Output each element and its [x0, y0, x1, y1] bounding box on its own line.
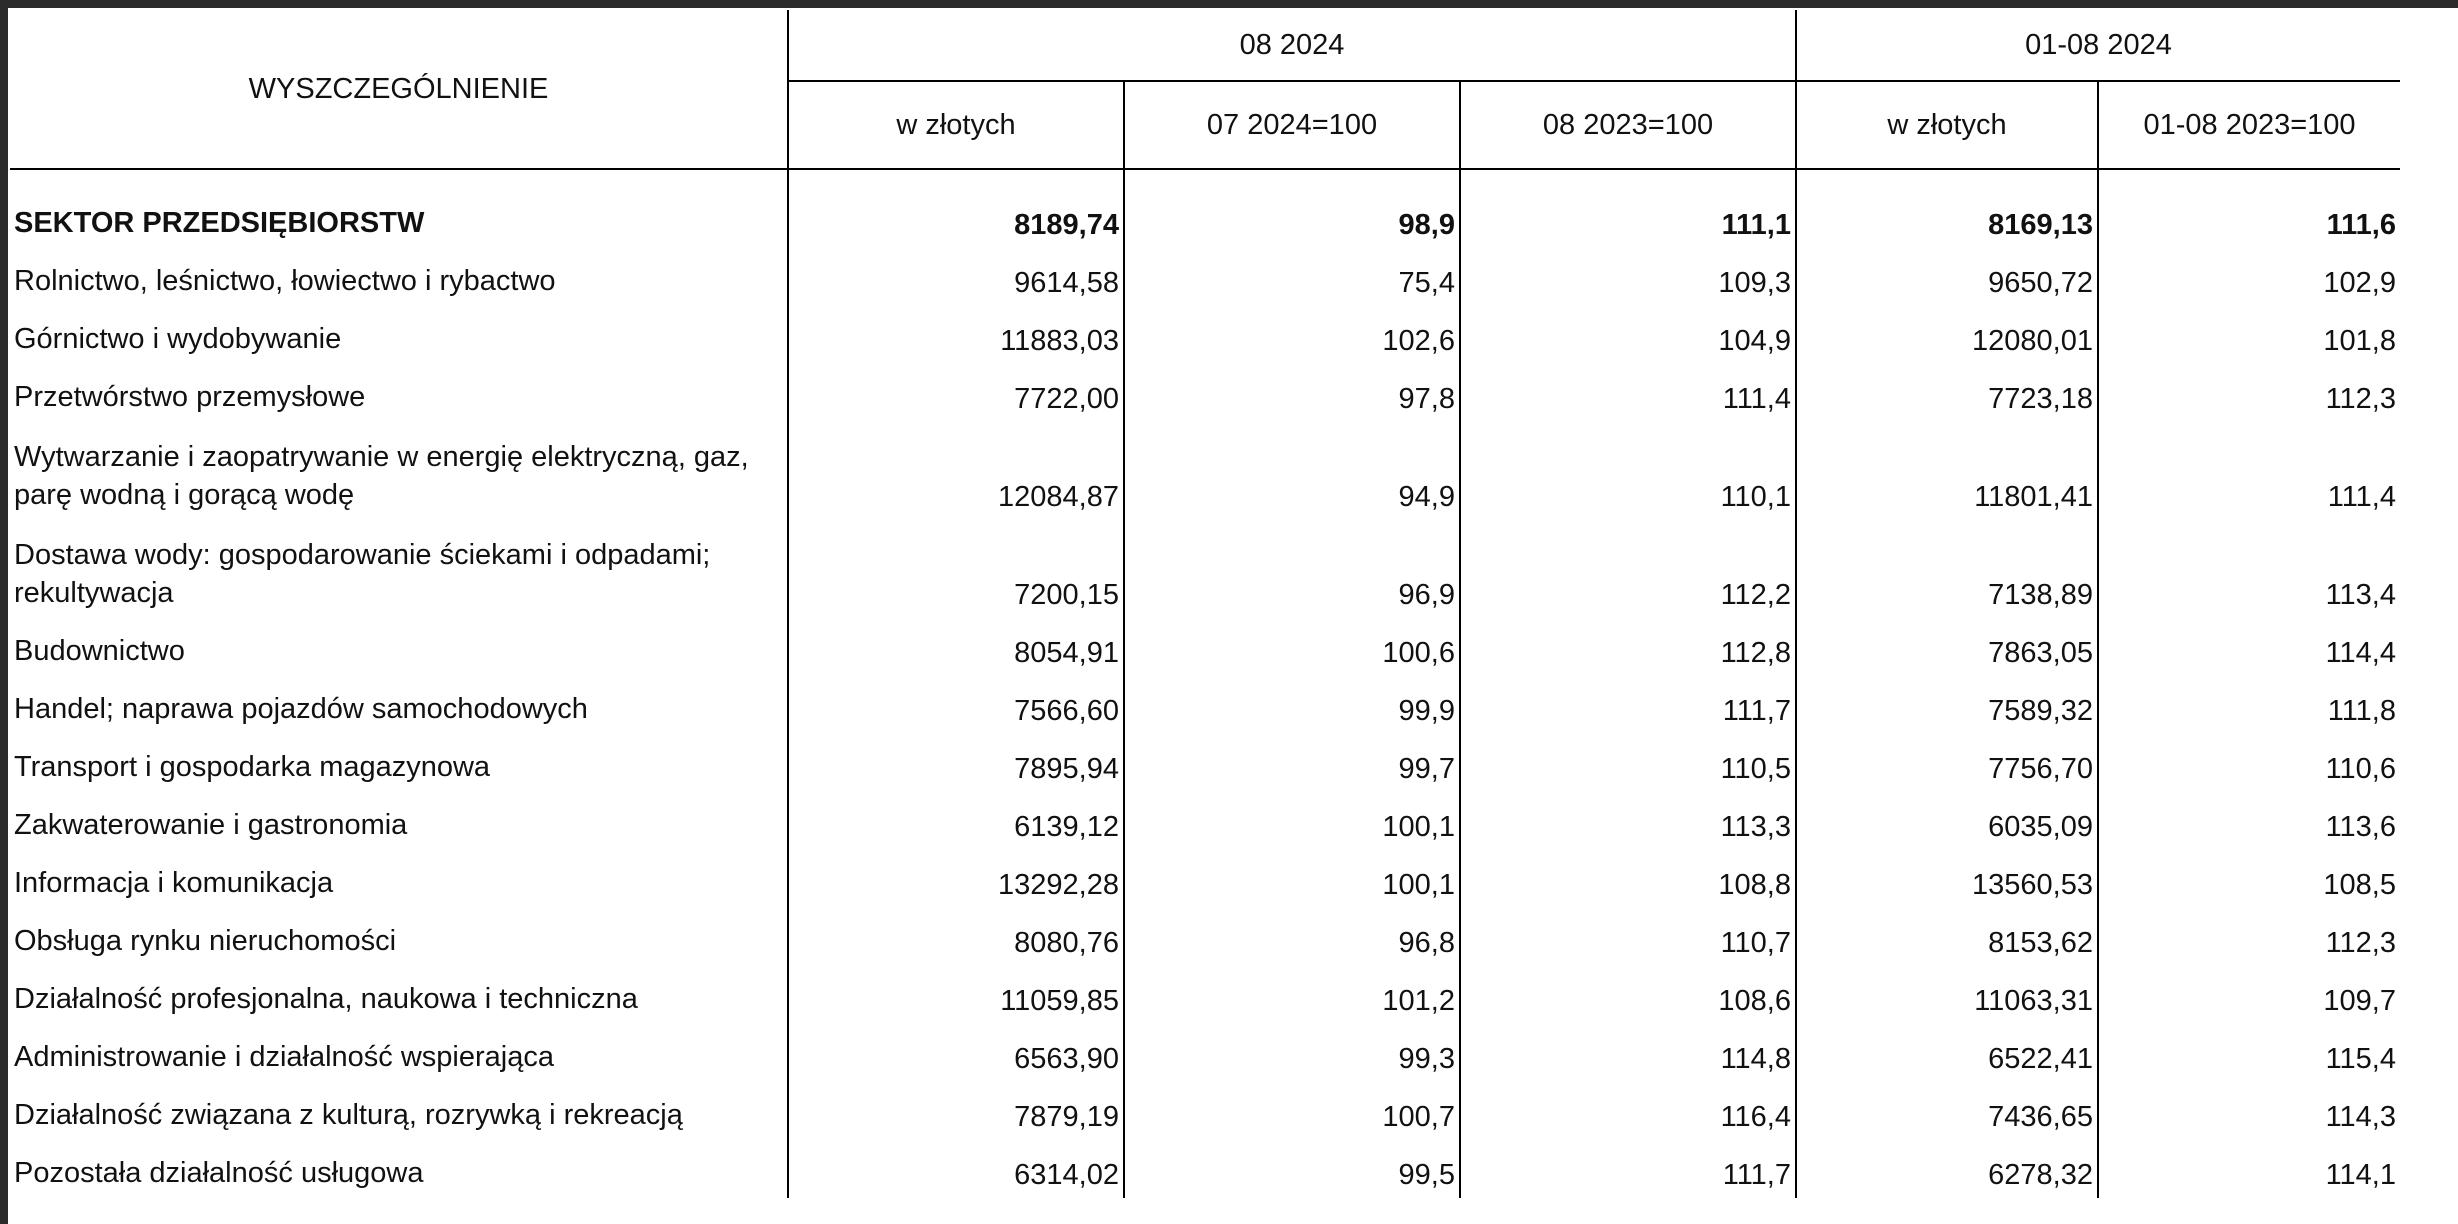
value-cell[interactable]: 13560,53: [1796, 850, 2098, 908]
value-cell[interactable]: 99,9: [1124, 676, 1460, 734]
value-cell[interactable]: 108,6: [1460, 966, 1796, 1024]
value-cell[interactable]: 6314,02: [788, 1140, 1124, 1198]
value-cell[interactable]: 11063,31: [1796, 966, 2098, 1024]
value-cell[interactable]: 8169,13: [1796, 169, 2098, 248]
value-cell[interactable]: 6035,09: [1796, 792, 2098, 850]
table-row: [10, 618, 2400, 676]
table-row: [10, 169, 2400, 248]
value-cell[interactable]: 99,3: [1124, 1024, 1460, 1082]
value-cell[interactable]: 99,5: [1124, 1140, 1460, 1198]
table-row: [10, 520, 2400, 618]
header-group-08-2024[interactable]: 08 2024: [788, 10, 1796, 81]
table-row: [10, 676, 2400, 734]
value-cell[interactable]: 8080,76: [788, 908, 1124, 966]
table-row: [10, 908, 2400, 966]
subheader-cell[interactable]: 07 2024=100: [1124, 81, 1460, 169]
value-cell[interactable]: 108,5: [2323, 869, 2396, 901]
row-label-cell[interactable]: Handel; naprawa pojazdów samochodowych: [10, 676, 788, 734]
value-cell[interactable]: 98,9: [1124, 169, 1460, 248]
value-cell[interactable]: 114,4: [2325, 637, 2396, 669]
value-cell[interactable]: 104,9: [1460, 306, 1796, 364]
value-cell[interactable]: 111,6: [2326, 209, 2396, 241]
value-cell[interactable]: 112,3: [2325, 927, 2396, 959]
window-left-edge: [0, 0, 8, 1224]
value-cell[interactable]: 7723,18: [1796, 364, 2098, 422]
value-cell[interactable]: 111,8: [2327, 695, 2396, 727]
value-cell[interactable]: 9650,72: [1796, 248, 2098, 306]
value-cell[interactable]: 111,7: [1460, 1140, 1796, 1198]
row-label-cell[interactable]: Działalność związana z kulturą, rozrywką i rekreacją: [10, 1082, 788, 1140]
value-cell[interactable]: 12080,01: [1796, 306, 2098, 364]
window-top-edge: [0, 0, 2458, 8]
row-label-cell[interactable]: Administrowanie i działalność wspierająca: [10, 1024, 788, 1082]
value-cell[interactable]: 9614,58: [788, 248, 1124, 306]
value-cell[interactable]: 113,4: [2325, 579, 2396, 611]
value-cell[interactable]: 101,8: [2323, 325, 2396, 357]
value-cell[interactable]: 11883,03: [788, 306, 1124, 364]
table-row: [10, 966, 2400, 1024]
value-cell[interactable]: 110,5: [1460, 734, 1796, 792]
value-cell[interactable]: 100,7: [1124, 1082, 1460, 1140]
spreadsheet-area: [10, 10, 2400, 1198]
value-cell[interactable]: 7436,65: [1796, 1082, 2098, 1140]
value-cell[interactable]: 7566,60: [788, 676, 1124, 734]
value-cell[interactable]: 110,7: [1460, 908, 1796, 966]
value-cell[interactable]: 6278,32: [1796, 1140, 2098, 1198]
value-cell[interactable]: 97,8: [1124, 364, 1460, 422]
value-cell[interactable]: 7138,89: [1796, 520, 2098, 618]
value-cell[interactable]: 113,6: [2325, 811, 2396, 843]
value-cell[interactable]: 110,1: [1460, 422, 1796, 520]
value-cell[interactable]: 75,4: [1124, 248, 1460, 306]
value-cell[interactable]: 94,9: [1124, 422, 1460, 520]
value-cell[interactable]: 96,9: [1124, 520, 1460, 618]
value-cell[interactable]: 114,3: [2325, 1101, 2396, 1133]
row-label-cell[interactable]: Zakwaterowanie i gastronomia: [10, 792, 788, 850]
value-cell[interactable]: 100,1: [1124, 850, 1460, 908]
value-cell[interactable]: 6522,41: [1796, 1024, 2098, 1082]
value-cell[interactable]: 116,4: [1460, 1082, 1796, 1140]
value-cell[interactable]: 96,8: [1124, 908, 1460, 966]
value-cell[interactable]: 6139,12: [788, 792, 1124, 850]
value-cell[interactable]: 112,3: [2325, 383, 2396, 415]
value-cell[interactable]: 114,8: [1460, 1024, 1796, 1082]
row-label-cell[interactable]: Dostawa wody: gospodarowanie ściekami i odpadami; rekultywacja: [10, 520, 788, 618]
value-cell[interactable]: 111,4: [1460, 364, 1796, 422]
subheader-cell[interactable]: 01-08 2023=100: [2098, 81, 2400, 169]
table-row: [10, 1024, 2400, 1082]
header-group-01-08-2024[interactable]: 01-08 2024: [1796, 10, 2400, 81]
table-row: [10, 422, 2400, 520]
table-row: [10, 1140, 2400, 1198]
row-label-cell[interactable]: Transport i gospodarka magazynowa: [10, 734, 788, 792]
row-label-cell[interactable]: Górnictwo i wydobywanie: [10, 306, 788, 364]
subheader-cell[interactable]: w złotych: [788, 81, 1124, 169]
row-label-cell[interactable]: Informacja i komunikacja: [10, 850, 788, 908]
value-cell[interactable]: 100,6: [1124, 618, 1460, 676]
row-label-cell[interactable]: Wytwarzanie i zaopatrywanie w energię elektryczną, gaz, parę wodną i gorącą wodę: [10, 422, 788, 520]
value-cell[interactable]: 6563,90: [788, 1024, 1124, 1082]
value-cell[interactable]: 7863,05: [1796, 618, 2098, 676]
value-cell[interactable]: 7756,70: [1796, 734, 2098, 792]
table-row: [10, 1082, 2400, 1140]
value-cell[interactable]: 109,7: [2323, 985, 2396, 1017]
value-cell[interactable]: 11059,85: [788, 966, 1124, 1024]
subheader-cell[interactable]: w złotych: [1796, 81, 2098, 169]
value-cell[interactable]: 99,7: [1124, 734, 1460, 792]
value-cell[interactable]: 11801,41: [1796, 422, 2098, 520]
value-cell[interactable]: 111,4: [2327, 481, 2396, 513]
subheader-cell[interactable]: 08 2023=100: [1460, 81, 1796, 169]
value-cell[interactable]: 7895,94: [788, 734, 1124, 792]
table-row: [10, 248, 2400, 306]
value-cell[interactable]: 8189,74: [788, 169, 1124, 248]
wage-table: [10, 10, 2400, 1198]
value-cell[interactable]: 111,1: [1460, 169, 1796, 248]
value-cell[interactable]: 100,1: [1124, 792, 1460, 850]
table-row: [10, 792, 2400, 850]
row-label-cell[interactable]: Działalność profesjonalna, naukowa i techniczna: [10, 966, 788, 1024]
row-label-cell[interactable]: Obsługa rynku nieruchomości: [10, 908, 788, 966]
value-cell[interactable]: 113,3: [1460, 792, 1796, 850]
row-label-cell[interactable]: Budownictwo: [10, 618, 788, 676]
value-cell[interactable]: 114,1: [2325, 1159, 2396, 1191]
value-cell[interactable]: 8054,91: [788, 618, 1124, 676]
table-row: [10, 306, 2400, 364]
value-cell[interactable]: 102,6: [1124, 306, 1460, 364]
row-label-cell[interactable]: Przetwórstwo przemysłowe: [10, 364, 788, 422]
table-row: [10, 734, 2400, 792]
row-label-cell[interactable]: SEKTOR PRZEDSIĘBIORSTW: [10, 169, 788, 248]
value-cell[interactable]: 110,6: [2325, 753, 2396, 785]
value-cell[interactable]: 7722,00: [788, 364, 1124, 422]
value-cell[interactable]: 111,7: [1460, 676, 1796, 734]
table-row: [10, 850, 2400, 908]
row-label-cell[interactable]: Pozostała działalność usługowa: [10, 1140, 788, 1198]
table-row: [10, 364, 2400, 422]
value-cell[interactable]: 112,2: [1460, 520, 1796, 618]
header-label[interactable]: WYSZCZEGÓLNIENIE: [10, 10, 788, 169]
value-cell[interactable]: 13292,28: [788, 850, 1124, 908]
value-cell[interactable]: 115,4: [2325, 1043, 2396, 1075]
value-cell[interactable]: 7879,19: [788, 1082, 1124, 1140]
value-cell[interactable]: 112,8: [1460, 618, 1796, 676]
value-cell[interactable]: 101,2: [1124, 966, 1460, 1024]
value-cell[interactable]: 12084,87: [788, 422, 1124, 520]
value-cell[interactable]: 108,8: [1460, 850, 1796, 908]
row-label-cell[interactable]: Rolnictwo, leśnictwo, łowiectwo i rybactwo: [10, 248, 788, 306]
value-cell[interactable]: 7589,32: [1796, 676, 2098, 734]
value-cell[interactable]: 109,3: [1460, 248, 1796, 306]
value-cell[interactable]: 102,9: [2323, 267, 2396, 299]
value-cell[interactable]: 8153,62: [1796, 908, 2098, 966]
value-cell[interactable]: 7200,15: [788, 520, 1124, 618]
